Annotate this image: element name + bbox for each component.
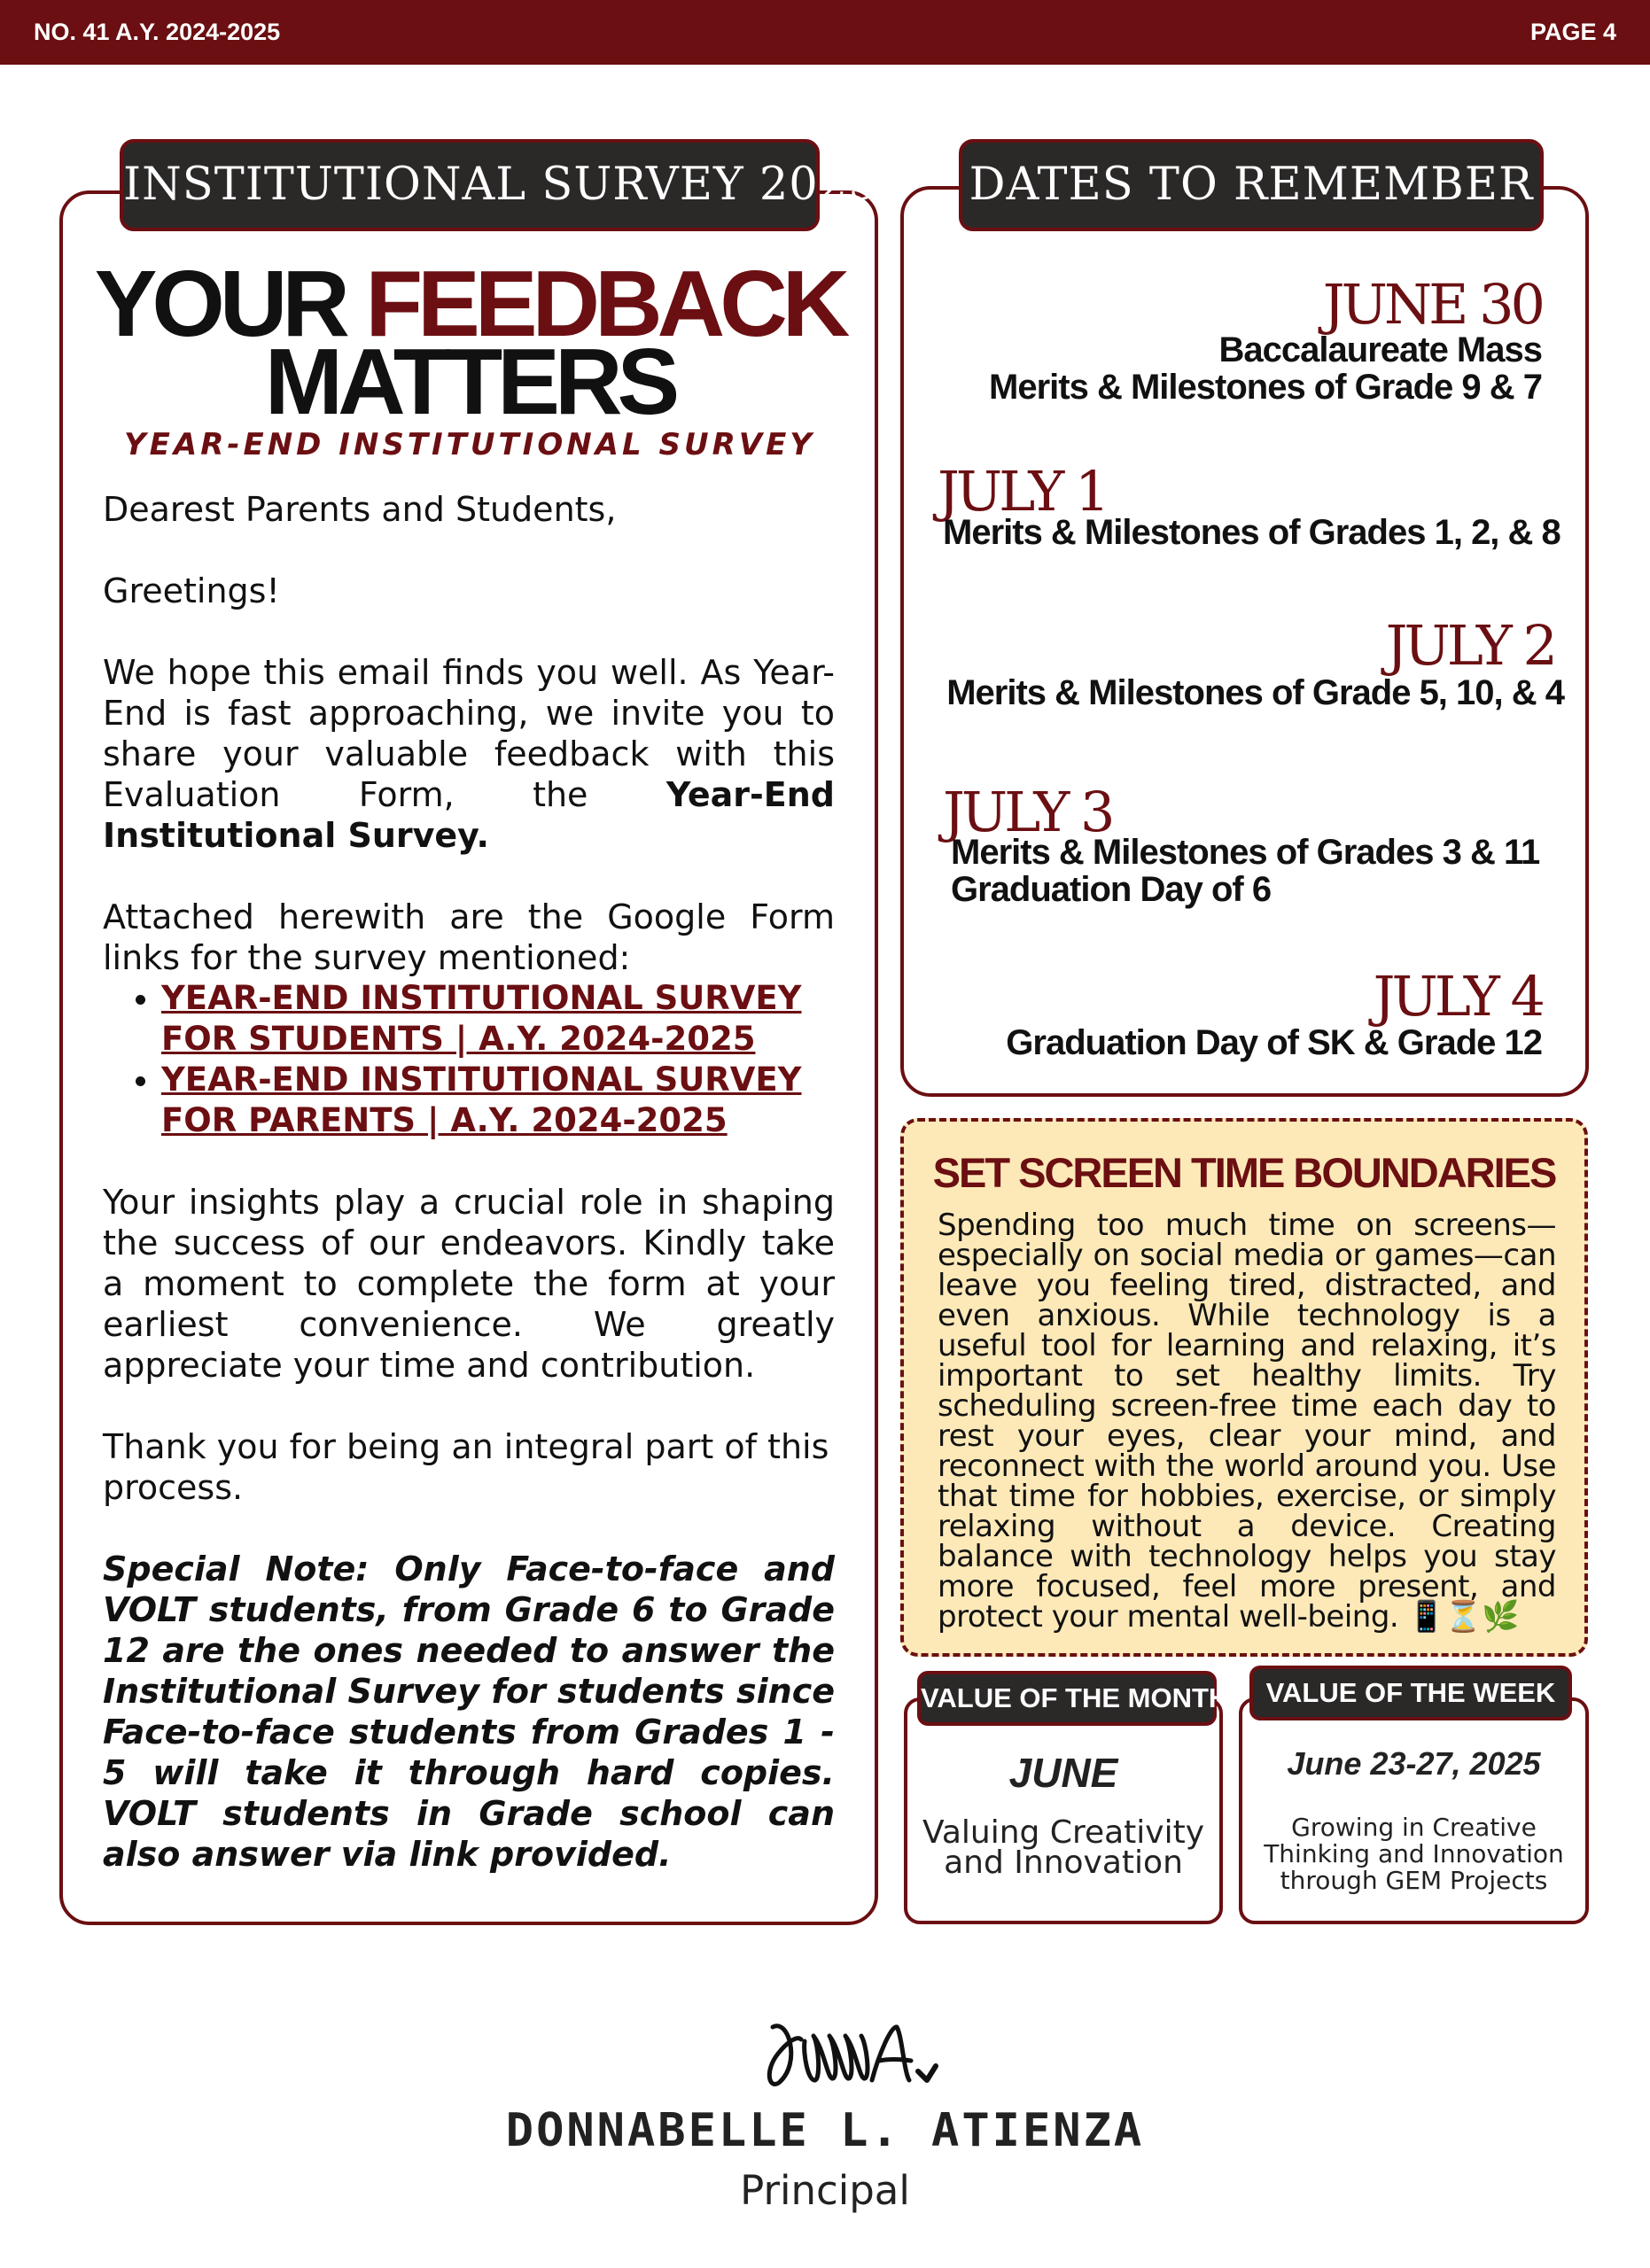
insights-paragraph: Your insights play a crucial role in shaping the success of our endeavors. Kindly take a moment to complete the form at your earliest convenience. We greatly appreciate your time and contribution.: [103, 1183, 835, 1385]
thanks-paragraph: Thank you for being an integral part of this process.: [103, 1427, 829, 1507]
salutation: Dearest Parents and Students,: [103, 490, 617, 529]
title-your: YOUR: [94, 252, 345, 356]
value-week-desc-3: through GEM Projects: [1280, 1866, 1548, 1895]
value-month-tab: VALUE OF THE MONTH: [917, 1671, 1217, 1726]
screen-time-box: [900, 1118, 1588, 1657]
screen-time-body: Spending too much time on screens—especially on social media or games—can leave you feeling tired, distracted, and even anxious. While technology is a useful tool for learning and relaxing, it’s important to set healthy limits. Try scheduling screen-free time each day to rest your eyes, clear your mind, and reconnect with the world around you. Use that time for hobbies, exercise, or simply relaxing without a device. Creating balance with technology helps you stay more focused, feel more present, and protect your mental well-being. 📱⏳🌿: [938, 1208, 1556, 1635]
event-merits-5-10-4: Merits & Milestones of Grade 5, 10, & 4: [946, 673, 1564, 712]
title-matters: MATTERS: [264, 330, 675, 434]
date-july-3: JULY 3: [943, 780, 1112, 844]
value-month-box: [904, 1697, 1223, 1924]
feedback-title-line2: [80, 330, 860, 434]
links-intro: Attached herewith are the Google Form links for the survey mentioned:: [103, 897, 835, 977]
event-merits-1-2-8: Merits & Milestones of Grades 1, 2, & 8: [943, 513, 1560, 552]
value-month-heading: JUNE: [1008, 1750, 1118, 1796]
principal-signature: [762, 2009, 966, 2098]
parent-survey-link[interactable]: • YEAR-END INSTITUTIONAL SURVEY FOR PARENTS | A.Y. 2024-2025: [161, 1060, 835, 1141]
event-graduation-sk-12: Graduation Day of SK & Grade 12: [1006, 1023, 1542, 1062]
survey-tab: INSTITUTIONAL SURVEY 2025: [120, 139, 820, 231]
value-month-desc-2: and Innovation: [944, 1845, 1183, 1881]
title-feedback: FEEDBACK: [365, 252, 845, 356]
event-baccalaureate: Baccalaureate Mass: [1218, 330, 1542, 369]
date-june-30: JUNE 30: [1322, 272, 1542, 337]
screen-time-title: SET SCREEN TIME BOUNDARIES: [932, 1149, 1556, 1196]
principal-title: Principal: [740, 2167, 910, 2214]
event-merits-9-7: Merits & Milestones of Grade 9 & 7: [989, 368, 1542, 407]
page-number: PAGE 4: [1529, 19, 1616, 45]
header-bar: [0, 0, 1650, 65]
survey-subtitle: YEAR-END INSTITUTIONAL SURVEY: [124, 427, 815, 462]
value-month-desc-1: Valuing Creativity: [922, 1814, 1205, 1851]
dates-tab: DATES TO REMEMBER: [959, 139, 1544, 231]
survey-links: [103, 978, 835, 1141]
intro-bold: Year-End Institutional Survey.: [103, 775, 835, 855]
special-note: Special Note: Only Face-to-face and VOLT students, from Grade 6 to Grade 12 are the ones needed to answer the Institutional Survey for students since Face-to-face students from Grades 1 - 5 will take it through hard copies. VOLT students in Grade school can also answer via link provided.: [103, 1550, 835, 1874]
intro-paragraph: [103, 652, 835, 856]
value-week-desc-2: Thinking and Innovation: [1264, 1839, 1564, 1868]
value-week-heading: June 23-27, 2025: [1287, 1745, 1541, 1782]
student-survey-link[interactable]: • YEAR-END INSTITUTIONAL SURVEY FOR STUDENTS | A.Y. 2024-2025: [161, 978, 835, 1060]
date-july-2: JULY 2: [1385, 613, 1554, 678]
date-july-4: JULY 4: [1373, 964, 1542, 1029]
event-merits-3-11: Merits & Milestones of Grades 3 & 11: [951, 833, 1540, 872]
value-week-desc-1: Growing in Creative: [1291, 1813, 1537, 1842]
greeting: Greetings!: [103, 571, 280, 610]
date-july-1: JULY 1: [938, 459, 1107, 524]
value-week-tab: VALUE OF THE WEEK: [1249, 1666, 1572, 1720]
intro-text: We hope this email finds you well. As Year-End is fast approaching, we invite you to share your valuable feedback with this Evaluation Form, the: [103, 653, 835, 814]
principal-name: DONNABELLE L. ATIENZA: [505, 2104, 1145, 2157]
survey-letter: [103, 489, 835, 1875]
issue-number: NO. 41 A.Y. 2024-2025: [34, 19, 281, 45]
event-graduation-6: Graduation Day of 6: [951, 870, 1272, 909]
